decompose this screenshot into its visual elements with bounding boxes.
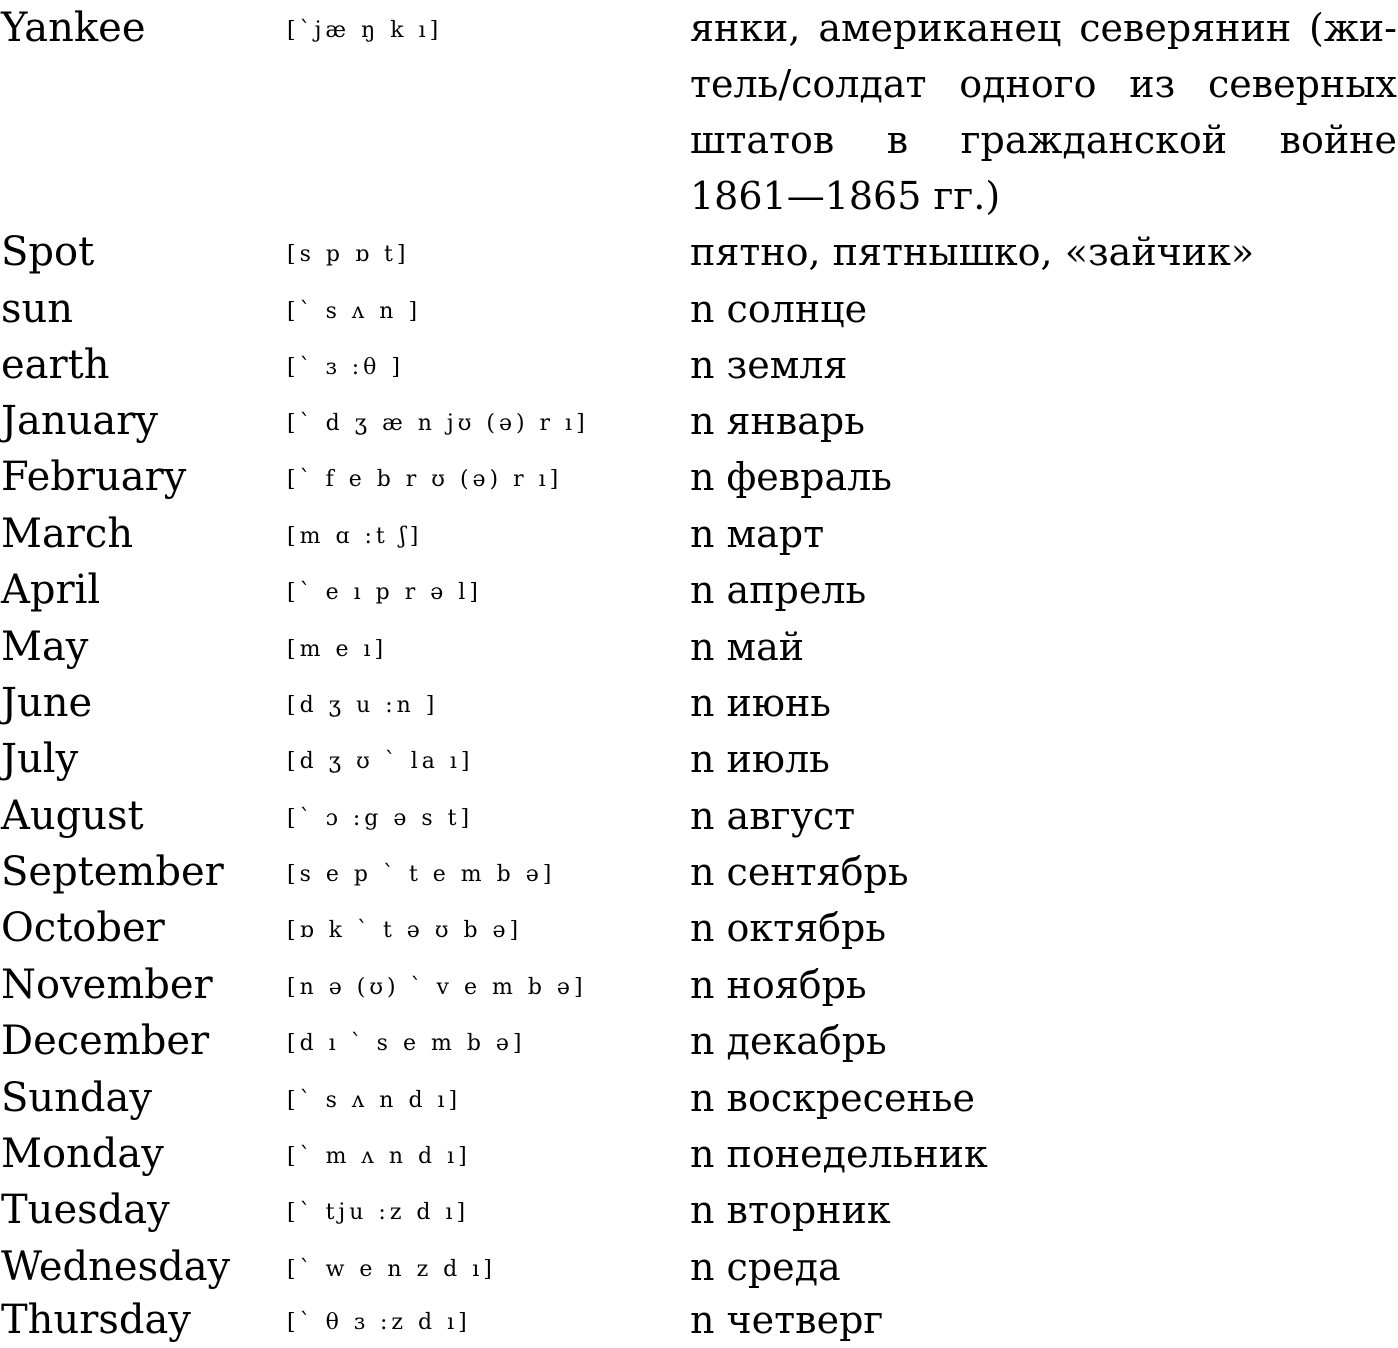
translation-line: янки, американец северянин (жи- <box>690 6 1397 50</box>
entry-word: earth <box>1 342 110 388</box>
entry-word: September <box>1 849 224 895</box>
entry-translation: n среда <box>690 1245 841 1289</box>
entry-transcription: [` d ʒ æ n jʊ (ə) r ı] <box>287 411 589 436</box>
entry-translation: пятно, пятнышко, «зайчик» <box>690 230 1255 274</box>
entry-word: December <box>1 1018 210 1064</box>
entry-translation: n апрель <box>690 568 867 612</box>
entry-word: July <box>1 736 79 782</box>
entry-word: January <box>1 398 158 444</box>
entry-transcription: [` s ʌ n d ı] <box>287 1088 462 1113</box>
entry-transcription: [ɒ k ` t ə ʊ b ə] <box>287 918 523 943</box>
entry-word: April <box>1 567 101 613</box>
entry-transcription: [n ə (ʊ) ` v e m b ə] <box>287 975 587 1000</box>
entry-word: June <box>1 680 93 726</box>
entry-transcription: [` e ı p r ə l] <box>287 580 482 605</box>
entry-word: Wednesday <box>1 1244 231 1290</box>
entry-word: Sunday <box>1 1075 152 1121</box>
entry-translation: n четверг <box>690 1298 884 1342</box>
entry-word: Spot <box>1 229 95 275</box>
entry-translation: n ноябрь <box>690 963 867 1007</box>
entry-transcription: [s p ɒ t] <box>287 242 410 267</box>
entry-transcription: [d ı ` s e m b ə] <box>287 1031 526 1056</box>
entry-translation: n вторник <box>690 1188 891 1232</box>
entry-word: November <box>1 962 213 1008</box>
entry-translation: n земля <box>690 343 848 387</box>
entry-word: Tuesday <box>1 1187 170 1233</box>
entry-translation: n солнце <box>690 287 868 331</box>
entry-translation: n июль <box>690 737 830 781</box>
entry-transcription: [` θ ɜ :z d ı] <box>287 1310 471 1335</box>
entry-transcription: [` f e b r ʊ (ə) r ı] <box>287 467 563 492</box>
entry-transcription: [` w e n z d ı] <box>287 1257 496 1282</box>
translation-line: тель/солдат одного из северных <box>690 62 1397 106</box>
entry-transcription: [` s ʌ n ] <box>287 299 422 324</box>
entry-translation: n сентябрь <box>690 850 909 894</box>
entry-translation: n октябрь <box>690 906 887 950</box>
entry-transcription: [s e p ` t e m b ə] <box>287 862 556 887</box>
entry-transcription: [` tju :z d ı] <box>287 1200 470 1225</box>
entry-translation: n май <box>690 625 805 669</box>
entry-transcription: [d ʒ ʊ ` la ı] <box>287 749 474 774</box>
entry-translation: n июнь <box>690 681 831 725</box>
entry-transcription: [`jæ ŋ k ı] <box>287 18 443 43</box>
entry-translation: n понедельник <box>690 1132 988 1176</box>
entry-translation: n воскресенье <box>690 1076 975 1120</box>
entry-transcription: [` m ʌ n d ı] <box>287 1144 471 1169</box>
translation-line: штатов в гражданской войне <box>690 118 1397 162</box>
entry-word: sun <box>1 286 74 332</box>
entry-translation: n декабрь <box>690 1019 887 1063</box>
entry-translation: n февраль <box>690 455 892 499</box>
entry-word: March <box>1 511 134 557</box>
entry-translation: n март <box>690 512 825 556</box>
entry-word: February <box>1 454 187 500</box>
entry-transcription: [` ɔ :g ə s t] <box>287 806 474 831</box>
entry-word: August <box>1 793 144 839</box>
entry-word: Monday <box>1 1131 164 1177</box>
entry-translation: n январь <box>690 399 865 443</box>
entry-translation: n август <box>690 794 856 838</box>
entry-word: Yankee <box>1 5 146 51</box>
entry-word: May <box>1 624 89 670</box>
entry-transcription: [m e ı] <box>287 637 388 662</box>
translation-line: 1861—1865 гг.) <box>690 174 1001 218</box>
entry-transcription: [` ɜ :θ ] <box>287 355 404 380</box>
entry-transcription: [d ʒ u :n ] <box>287 693 439 718</box>
entry-word: Thursday <box>1 1297 191 1343</box>
entry-transcription: [m ɑ :t ʃ] <box>287 524 423 549</box>
entry-translation <box>690 0 1397 224</box>
entry-word: October <box>1 905 165 951</box>
